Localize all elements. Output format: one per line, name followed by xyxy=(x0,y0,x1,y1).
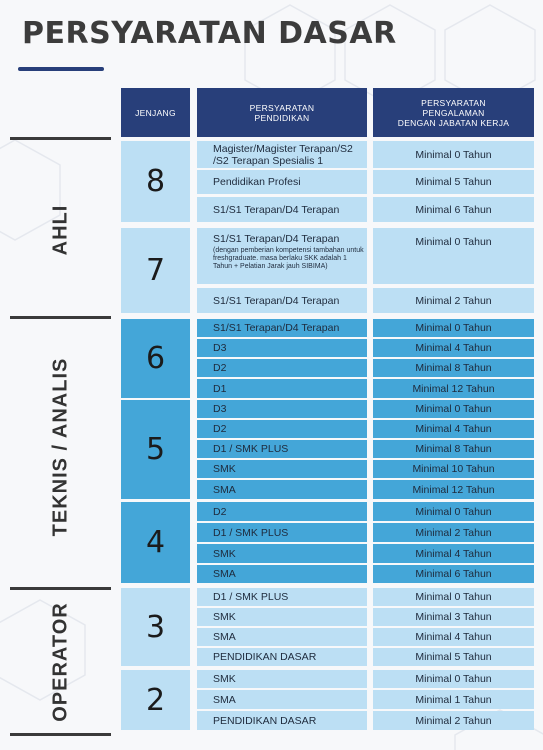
title-underline xyxy=(18,67,104,71)
edu-4-1: D2 xyxy=(197,502,367,521)
exp-5-5: Minimal 12 Tahun xyxy=(373,480,534,499)
exp-3-4: Minimal 5 Tahun xyxy=(373,648,534,666)
level-2: 2 xyxy=(121,670,190,730)
edu-4-2: D1 / SMK PLUS xyxy=(197,523,367,542)
header-pengalaman-line-1: PERSYARATAN xyxy=(421,97,486,108)
category-label-teknis-analis: TEKNIS / ANALIS xyxy=(49,357,72,537)
exp-5-4: Minimal 10 Tahun xyxy=(373,460,534,478)
category-label-ahli: AHLI xyxy=(49,204,72,256)
edu-3-1: D1 / SMK PLUS xyxy=(197,588,367,606)
exp-6-1: Minimal 0 Tahun xyxy=(373,319,534,337)
exp-4-4: Minimal 6 Tahun xyxy=(373,565,534,583)
exp-3-1: Minimal 0 Tahun xyxy=(373,588,534,606)
edu-5-3: D1 / SMK PLUS xyxy=(197,440,367,458)
edu-6-2: D3 xyxy=(197,339,367,357)
exp-4-1: Minimal 0 Tahun xyxy=(373,502,534,521)
exp-7-1: Minimal 0 Tahun xyxy=(373,228,534,284)
edu-3-2: SMK xyxy=(197,608,367,626)
exp-6-2: Minimal 4 Tahun xyxy=(373,339,534,357)
exp-5-2: Minimal 4 Tahun xyxy=(373,420,534,438)
header-pengalaman-line-3: DENGAN JABATAN KERJA xyxy=(397,117,510,128)
level-3: 3 xyxy=(121,588,190,666)
edu-7-1-main: S1/S1 Terapan/D4 Terapan xyxy=(213,233,340,245)
edu-5-2: D2 xyxy=(197,420,367,438)
header-pengalaman-line-2: PENGALAMAN xyxy=(422,107,485,118)
exp-5-1: Minimal 0 Tahun xyxy=(373,400,534,418)
edu-2-1: SMK xyxy=(197,670,367,688)
edu-6-4: D1 xyxy=(197,379,367,398)
exp-7-2: Minimal 2 Tahun xyxy=(373,288,534,313)
header-jenjang xyxy=(121,88,190,137)
edu-6-3: D2 xyxy=(197,359,367,377)
category-divider-bottom xyxy=(10,733,111,736)
edu-7-1 xyxy=(197,228,367,284)
edu-2-2: SMA xyxy=(197,690,367,709)
edu-4-3: SMK xyxy=(197,544,367,563)
level-8: 8 xyxy=(121,141,190,222)
category-divider-operator xyxy=(10,587,111,590)
level-7: 7 xyxy=(121,228,190,313)
header-pengalaman xyxy=(373,88,534,137)
edu-7-1-note: (dengan pemberian kompetensi tambahan untuk freshgraduate. masa berlaku SKK adalah 1 Tahun + Pelatian Jarak jauh SIBIMA) xyxy=(213,247,364,270)
edu-7-2: S1/S1 Terapan/D4 Terapan xyxy=(197,288,367,313)
level-5: 5 xyxy=(121,400,190,499)
edu-5-5: SMA xyxy=(197,480,367,499)
exp-2-3: Minimal 2 Tahun xyxy=(373,711,534,730)
edu-6-1: S1/S1 Terapan/D4 Terapan xyxy=(197,319,367,337)
level-6: 6 xyxy=(121,319,190,398)
edu-3-4: PENDIDIKAN DASAR xyxy=(197,648,367,666)
exp-6-3: Minimal 8 Tahun xyxy=(373,359,534,377)
edu-3-3: SMA xyxy=(197,628,367,646)
edu-8-1: Magister/Magister Terapan/S2 /S2 Terapan Spesialis 1 xyxy=(197,141,367,168)
header-pendidikan-line-1: PERSYARATAN xyxy=(249,102,315,113)
category-label-operator: OPERATOR xyxy=(49,602,72,722)
exp-6-4: Minimal 12 Tahun xyxy=(373,379,534,398)
edu-2-3: PENDIDIKAN DASAR xyxy=(197,711,367,730)
edu-4-4: SMA xyxy=(197,565,367,583)
exp-4-2: Minimal 2 Tahun xyxy=(373,523,534,542)
exp-8-1: Minimal 0 Tahun xyxy=(373,141,534,168)
page-title: PERSYARATAN DASAR xyxy=(22,16,397,51)
exp-5-3: Minimal 8 Tahun xyxy=(373,440,534,458)
edu-5-4: SMK xyxy=(197,460,367,478)
exp-3-2: Minimal 3 Tahun xyxy=(373,608,534,626)
edu-5-1: D3 xyxy=(197,400,367,418)
exp-2-2: Minimal 1 Tahun xyxy=(373,690,534,709)
exp-8-3: Minimal 6 Tahun xyxy=(373,197,534,222)
edu-8-2: Pendidikan Profesi xyxy=(197,170,367,194)
category-divider-teknis xyxy=(10,316,111,319)
category-divider-ahli xyxy=(10,137,111,140)
header-pendidikan-line-2: PENDIDIKAN xyxy=(254,112,310,123)
level-4: 4 xyxy=(121,502,190,583)
exp-3-3: Minimal 4 Tahun xyxy=(373,628,534,646)
header-jenjang-label: JENJANG xyxy=(135,107,176,118)
header-pendidikan xyxy=(197,88,367,137)
edu-8-3: S1/S1 Terapan/D4 Terapan xyxy=(197,197,367,222)
exp-2-1: Minimal 0 Tahun xyxy=(373,670,534,688)
exp-8-2: Minimal 5 Tahun xyxy=(373,170,534,194)
exp-4-3: Minimal 4 Tahun xyxy=(373,544,534,563)
